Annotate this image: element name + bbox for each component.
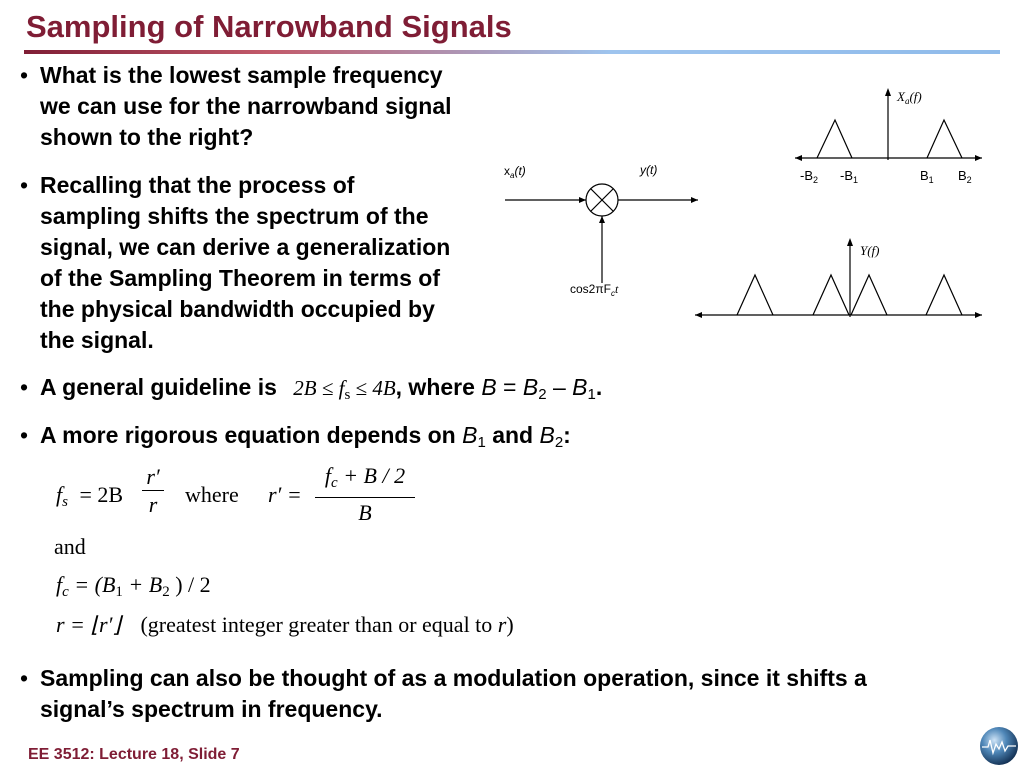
- tick-label-b2: $B_2$: [958, 168, 972, 185]
- r-equation: r = ⌊r′⌋ (greatest integer greater than or equal to r): [56, 612, 514, 637]
- and-text: and: [485, 422, 540, 448]
- axis-arrow-up-icon: [885, 88, 891, 96]
- spectrum-y: [695, 238, 982, 318]
- tick-label-b1: $B_1$: [920, 168, 934, 185]
- spectrum-title: Y(f): [860, 243, 880, 258]
- bullet-line: Sampling can also be thought of as a modulation operation, since it shifts a: [40, 665, 867, 691]
- positive-band-triangle: [927, 120, 962, 158]
- band-triangle: [851, 275, 887, 315]
- and-label: and: [54, 534, 86, 559]
- guideline-inequality: $2B \le f_s \le 4B$: [293, 376, 396, 403]
- frac-numerator: r′: [142, 464, 164, 491]
- negative-band-triangle: [817, 120, 852, 158]
- where-text: , where: [395, 374, 482, 400]
- globe-logo-icon: [978, 725, 1020, 767]
- bullet-line: Recalling that the process of: [40, 172, 355, 198]
- r-prime-lhs: r′ =: [268, 482, 302, 507]
- b1-sub: 1: [477, 434, 486, 451]
- minus-sign: –: [546, 374, 573, 400]
- axis-arrow-left-icon: [695, 312, 702, 318]
- period: .: [595, 374, 603, 400]
- tick-label-neg-b2: $-B_2$: [800, 168, 819, 185]
- axis-arrow-up-icon: [847, 238, 853, 246]
- frac-denominator: B: [358, 500, 372, 525]
- spectrum-title: $X_a(f)$: [897, 89, 922, 106]
- bullet-line: What is the lowest sample frequency: [40, 62, 443, 88]
- frac-denominator: r: [148, 492, 158, 517]
- bullet-dot: •: [20, 422, 29, 448]
- carrier-arrow-icon: [599, 216, 605, 223]
- input-arrow-icon: [579, 197, 586, 203]
- where-label: where: [185, 482, 239, 507]
- spectrum-xa: [795, 88, 982, 185]
- bullet-dot: •: [20, 172, 29, 198]
- band-triangle: [737, 275, 773, 315]
- mixer-diagram: [504, 163, 698, 298]
- b2-sub: 2: [538, 386, 547, 403]
- band-triangle: [926, 275, 962, 315]
- bullet-line: we can use for the narrowband signal: [40, 93, 452, 119]
- bullet-line: of the Sampling Theorem in terms of: [40, 265, 440, 291]
- input-label: $x_a(t)$: [504, 164, 526, 180]
- bullet-dot: •: [20, 374, 29, 400]
- carrier-label: $\cos 2\pi F_ct$: [570, 282, 619, 298]
- guideline-prefix: A general guideline is: [40, 374, 277, 400]
- b2-var: B: [522, 374, 539, 400]
- rigorous-prefix: A more rigorous equation depends on: [40, 422, 463, 448]
- fc-equation: $f_c = (B_1 + B_2$ ) / 2: [56, 572, 211, 600]
- b-var: B: [481, 374, 497, 400]
- footer-slide-label: EE 3512: Lecture 18, Slide 7: [28, 746, 240, 763]
- bullet-dot: •: [20, 665, 29, 691]
- bullet-line: sampling shifts the spectrum of the: [40, 203, 429, 229]
- b1-var: B: [572, 374, 588, 400]
- output-arrow-icon: [691, 197, 698, 203]
- slide-title: Sampling of Narrowband Signals: [26, 9, 512, 44]
- bullet-line: shown to the right?: [40, 124, 254, 150]
- bullet-dot: •: [20, 62, 29, 88]
- colon: :: [563, 422, 571, 448]
- output-label: y(t): [640, 163, 658, 177]
- b2-var: B: [539, 422, 555, 448]
- b2-sub: 2: [554, 434, 564, 451]
- bullet-line: the physical bandwidth occupied by: [40, 296, 435, 322]
- bullet-line: signal’s spectrum in frequency.: [40, 696, 383, 722]
- b1-sub: 1: [587, 386, 596, 403]
- axis-arrow-right-icon: [975, 312, 982, 318]
- b1-var: B: [462, 422, 478, 448]
- bullet-line: the signal.: [40, 327, 154, 353]
- frac-numerator: $f_c + B / 2$: [315, 462, 415, 498]
- band-triangle: [813, 275, 849, 315]
- tick-label-neg-b1: $-B_1$: [840, 168, 859, 185]
- equals-sign: =: [496, 374, 523, 400]
- bullet-line: signal, we can derive a generalization: [40, 234, 451, 260]
- axis-arrow-right-icon: [975, 155, 982, 161]
- axis-arrow-left-icon: [795, 155, 802, 161]
- fs-equation-lhs: $f_s = 2B$: [56, 482, 124, 510]
